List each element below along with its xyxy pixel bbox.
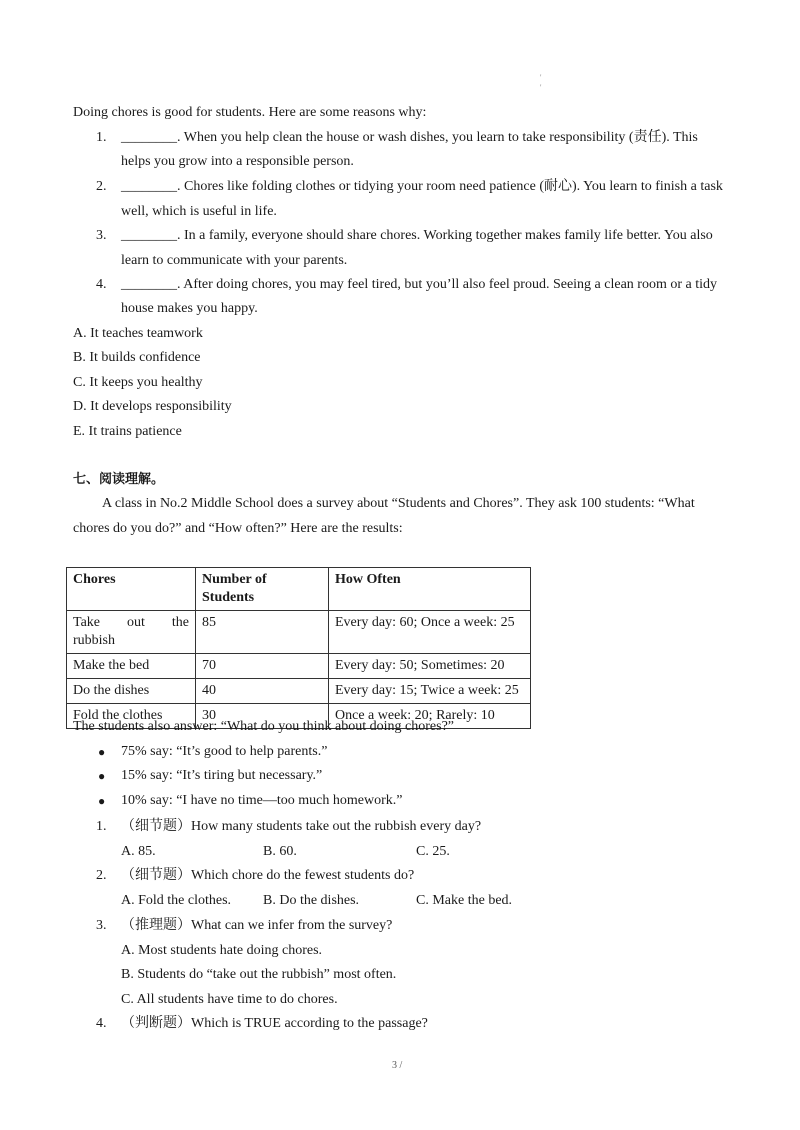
opinion-intro: The students also answer: “What do you think about doing chores?” [73,719,455,734]
answer-choice: C. 25. [416,844,450,859]
answer-choice: B. Students do “take out the rubbish” most often. [121,967,397,982]
opinion-item: 10% say: “I have no time—too much homework.” [121,793,403,808]
table-header-cell: Chores [67,568,196,611]
passage-line: chores do you do?” and “How often?” Here are the results: [73,521,403,536]
reason-number: 2. [96,179,107,194]
reason-line: helps you grow into a responsible person. [121,154,354,169]
answer-choice: A. Most students hate doing chores. [121,943,323,958]
question-text: （判断题）Which is TRUE according to the passage? [121,1016,428,1031]
table-cell-chore [67,611,196,654]
reason-number: 3. [96,228,107,243]
table-cell-chore: Do the dishes [67,679,196,704]
question-text: （推理题）What can we infer from the survey? [121,918,393,933]
table-header-cell: How Often [329,568,531,611]
bullet-icon: ● [98,769,106,783]
table-cell-chore: Make the bed [67,654,196,679]
opinion-item: 75% say: “It’s good to help parents.” [121,744,328,759]
answer-choice: A. Fold the clothes. [121,893,232,908]
reason-line: ________. In a family, everyone should share chores. Working together makes family life better. You also [121,228,713,243]
survey-table [66,567,531,729]
section-title: 七、阅读理解。 [73,472,165,487]
table-header-cell: Number of Students [196,568,329,611]
question-number: 1. [96,819,107,834]
option-item: E. It trains patience [73,424,182,439]
chore-word: the [171,615,189,630]
table-row [67,611,531,654]
table-header-row [67,568,531,611]
table-cell-chore: Fold the clothes [67,704,196,729]
reason-line: ________. Chores like folding clothes or tidying your room need patience (耐心). You learn to finish a task [121,179,723,194]
reason-line: house makes you happy. [121,301,258,316]
table-row [67,654,531,679]
chore-word: out [127,615,145,630]
reason-number: 4. [96,277,107,292]
option-item: D. It develops responsibility [73,399,232,414]
reason-line: ________. After doing chores, you may feel tired, but you’ll also feel proud. Seeing a clean room or a tidy [121,277,718,292]
table-cell-number: 30 [196,704,329,729]
question-number: 4. [96,1016,107,1031]
option-item: C. It keeps you healthy [73,375,203,390]
table-cell-number: 85 [196,611,329,654]
chore-word: Take [73,615,101,630]
table-cell-number: 40 [196,679,329,704]
answer-choice: C. Make the bed. [416,893,513,908]
opinion-item: 15% say: “It’s tiring but necessary.” [121,768,323,783]
passage-line: A class in No.2 Middle School does a survey about “Students and Chores”. They ask 100 students: “What [102,496,695,511]
table-row [67,679,531,704]
chore-word: rubbish [73,633,115,648]
bullet-icon: ● [98,794,106,808]
reason-number: 1. [96,130,107,145]
reason-line: learn to communicate with your parents. [121,253,348,268]
table-cell-number: 70 [196,654,329,679]
option-item: A. It teaches teamwork [73,326,203,341]
answer-choice: C. All students have time to do chores. [121,992,338,1007]
question-text: （细节题）How many students take out the rubbish every day? [121,819,482,834]
reason-line: ________. When you help clean the house or wash dishes, you learn to take responsibility (责任). This [121,130,698,145]
table-cell-often: Every day: 60; Once a week: 25 [329,611,531,654]
reason-line: well, which is useful in life. [121,204,277,219]
answer-choice: B. 60. [263,844,297,859]
question-number: 3. [96,918,107,933]
page-number: 3 / [392,1060,403,1071]
bullet-icon: ● [98,745,106,759]
page-corner-marks: ' ' [540,73,542,92]
table-cell-often: Once a week: 20; Rarely: 10 [329,704,531,729]
intro-text: Doing chores is good for students. Here are some reasons why: [73,105,427,120]
table-cell-often: Every day: 50; Sometimes: 20 [329,654,531,679]
question-number: 2. [96,868,107,883]
answer-choice: A. 85. [121,844,156,859]
question-text: （细节题）Which chore do the fewest students do? [121,868,415,883]
table-cell-often: Every day: 15; Twice a week: 25 [329,679,531,704]
answer-choice: B. Do the dishes. [263,893,360,908]
option-item: B. It builds confidence [73,350,201,365]
